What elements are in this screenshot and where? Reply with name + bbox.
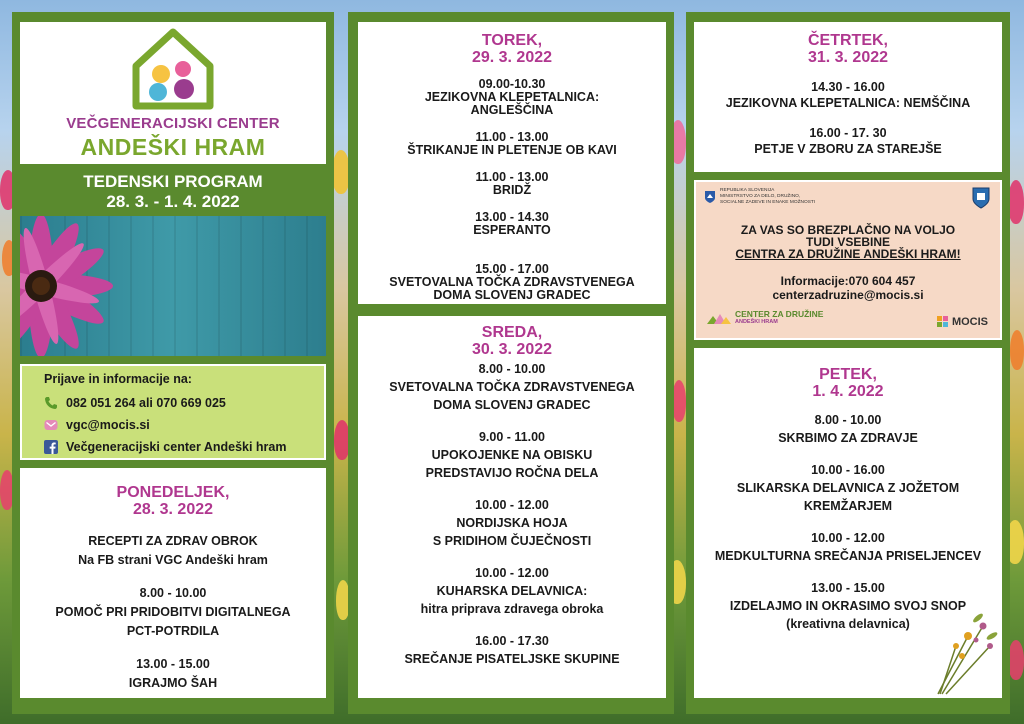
contact-phone-row — [44, 392, 324, 414]
org-name-line2: ANDEŠKI HRAM — [80, 134, 266, 160]
wednesday-event-4: 10.00 - 12.00 KUHARSKA DELAVNICA: hitra priprava zdravega obroka — [420, 566, 604, 616]
dried-flowers-bouquet-icon — [928, 606, 1000, 696]
contact-phone[interactable]: 082 051 264 ali 070 669 025 — [66, 396, 226, 410]
wednesday-event-1: 8.00 - 10.00 SVETOVALNA TOČKA ZDRAVSTVENEGA DOMA SLOVENJ GRADEC — [389, 362, 635, 412]
monday-day: PONEDELJEK, — [116, 484, 230, 501]
org-name-line1: VEČGENERACIJSKI CENTER — [66, 115, 280, 132]
program-title: TEDENSKI PROGRAM — [83, 172, 263, 191]
thursday-day: ČETRTEK, — [808, 32, 888, 49]
family-center-house-icon — [706, 310, 732, 326]
monday-event-3: 13.00 - 15.00 IGRAJMO ŠAH — [128, 657, 218, 690]
thursday-panel — [694, 22, 1002, 172]
wednesday-day: SREDA, — [481, 324, 543, 341]
wednesday-panel — [358, 316, 666, 698]
wednesday-event-5: 16.00 - 17.30 SREČANJE PISATELJSKE SKUPINE — [404, 634, 620, 666]
ad-contact — [696, 274, 1000, 302]
ministry-text: REPUBLIKA SLOVENIJA MINISTRSTVO ZA DELO, DRUŽINO, SOCIALNE ZADEVE IN ENAKE MOŽNOSTI — [720, 188, 816, 205]
family-center-ad — [694, 180, 1002, 340]
friday-panel — [694, 348, 1002, 698]
monday-panel — [20, 468, 326, 698]
contact-email-row — [44, 414, 324, 436]
program-title-block — [20, 172, 326, 212]
thursday-event-2: 16.00 - 17. 30 PETJE V ZBORU ZA STAREJŠE — [754, 126, 942, 156]
family-center-logo: CENTER ZA DRUŽINE ANDEŠKI HRAM — [706, 310, 823, 326]
friday-event-1: 8.00 - 10.00 SKRBIMO ZA ZDRAVJE — [778, 413, 918, 445]
logo-panel — [20, 22, 326, 164]
tuesday-event-5: 15.00 - 17.00 SVETOVALNA TOČKA ZDRAVSTVENEGA DOMA SLOVENJ GRADEC — [389, 262, 635, 302]
friday-day: PETEK, — [819, 366, 877, 383]
contact-facebook[interactable]: Večgeneracijski center Andeški hram — [66, 440, 287, 454]
email-icon — [44, 418, 58, 432]
monday-event-2: 8.00 - 10.00 POMOČ PRI PRIDOBITVI DIGITALNEGA PCT-POTRDILA — [55, 586, 291, 638]
tuesday-event-2: 11.00 - 13.00 ŠTRIKANJE IN PLETENJE OB KAVI — [407, 130, 617, 157]
tuesday-event-1: 09.00-10.30 JEZIKOVNA KLEPETALNICA: ANGLEŠČINA — [424, 77, 600, 117]
daisy-flower-icon — [20, 216, 146, 356]
tuesday-event-3: 11.00 - 13.00 BRIDŽ — [475, 170, 549, 197]
slovenia-coat-of-arms-icon — [704, 190, 716, 204]
contact-facebook-row — [44, 436, 324, 458]
program-dates: 28. 3. - 1. 4. 2022 — [106, 192, 240, 211]
wednesday-event-2: 9.00 - 11.00 UPOKOJENKE NA OBISKU PREDSTAVIJO ROČNA DELA — [425, 430, 599, 480]
facebook-icon — [44, 440, 58, 454]
contact-email[interactable]: vgc@mocis.si — [66, 418, 150, 432]
mocis-mark-icon — [937, 316, 949, 328]
flower-image — [20, 216, 326, 356]
wednesday-date: 30. 3. 2022 — [471, 341, 553, 358]
ad-info-phone[interactable]: Informacije:070 604 457 — [780, 274, 916, 288]
ad-info-email[interactable]: centerzadruzine@mocis.si — [772, 288, 924, 302]
tuesday-date: 29. 3. 2022 — [471, 49, 553, 66]
friday-event-2: 10.00 - 16.00 SLIKARSKA DELAVNICA Z JOŽETOM KREMŽARJEM — [736, 463, 960, 513]
house-logo-icon — [128, 26, 218, 110]
tuesday-panel — [358, 22, 666, 304]
contact-panel — [20, 364, 326, 460]
mocis-logo: MOCIS — [937, 316, 988, 328]
ad-headline: ZA VAS SO BREZPLAČNO NA VOLJO TUDI VSEBINE CENTRA ZA DRUŽINE ANDEŠKI HRAM! — [735, 223, 961, 261]
phone-icon — [44, 396, 58, 410]
friday-event-4: 13.00 - 15.00 IZDELAJMO IN OKRASIMO SVOJ SNOP (kreativna delavnica) — [729, 581, 967, 631]
friday-event-3: 10.00 - 12.00 MEDKULTURNA SREČANJA PRISELJENCEV — [714, 531, 982, 563]
monday-event-1: RECEPTI ZA ZDRAV OBROK Na FB strani VGC Andeški hram — [78, 534, 268, 567]
friday-date: 1. 4. 2022 — [812, 383, 884, 400]
tuesday-event-4: 13.00 - 14.30 ESPERANTO — [473, 210, 551, 237]
thursday-date: 31. 3. 2022 — [807, 49, 889, 66]
wednesday-event-3: 10.00 - 12.00 NORDIJSKA HOJA S PRIDIHOM ČUJEČNOSTI — [432, 498, 592, 548]
monday-date: 28. 3. 2022 — [132, 501, 214, 518]
tuesday-day: TOREK, — [481, 32, 543, 49]
thursday-event-1: 14.30 - 16.00 JEZIKOVNA KLEPETALNICA: NEMŠČINA — [725, 80, 971, 110]
crest-icon — [972, 187, 990, 209]
contact-heading: Prijave in informacije na: — [44, 372, 192, 386]
